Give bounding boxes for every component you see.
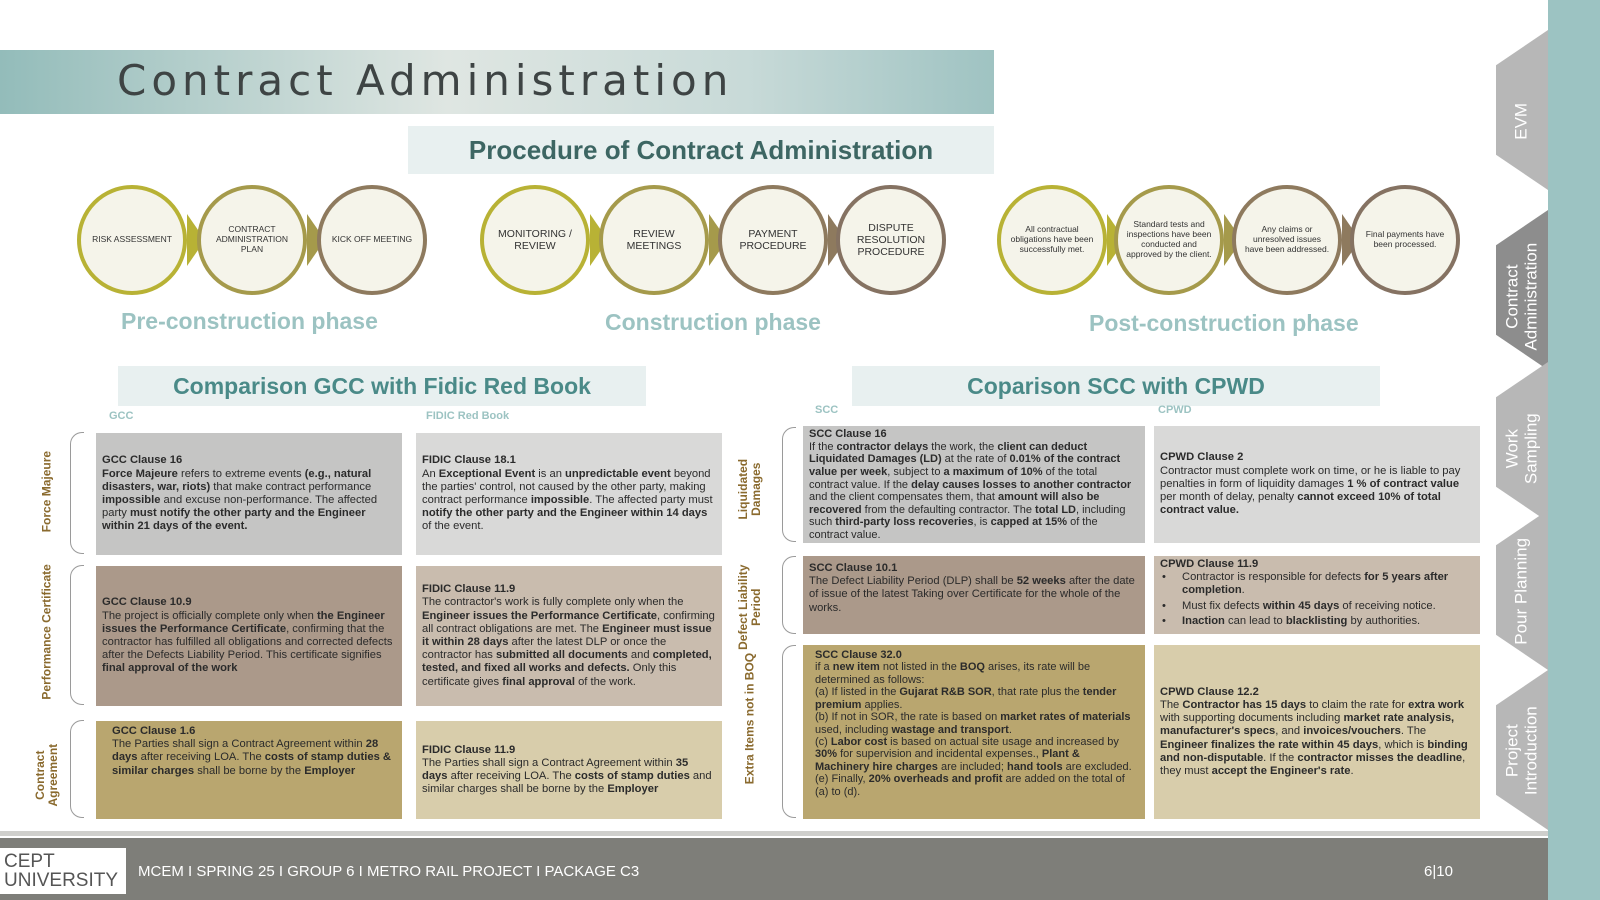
card-cpwd-clause-2 <box>1154 426 1480 543</box>
card-cpwd-clause-12-2 <box>1154 645 1480 819</box>
step-tests-inspections: Standard tests and inspections have been conducted and approved by the client. <box>1114 185 1224 295</box>
tab-label-contract-administration[interactable]: Contract Administration <box>1502 242 1540 351</box>
card-gcc-clause-16 <box>96 433 402 555</box>
row-brace <box>70 432 84 554</box>
card-scc-clause-16 <box>803 426 1145 543</box>
page-title: Contract Administration <box>117 56 734 105</box>
logo-bottom: UNIVERSITY <box>4 870 119 891</box>
step-kick-off-meeting: KICK OFF MEETING <box>317 185 427 295</box>
card-body: If the contractor delays the work, the client can deduct Liquidated Damages (LD) at the rate of 0.01% of the contract value per week, subject to a maximum of 10% of the total contract value. If the delay causes losses to another contractor and the client compensates them, that amount will also be recovered from the defaulting contractor. The total LD, including such third-party loss recoveries, is capped at 15% of the contract value. <box>809 440 1132 542</box>
row-brace <box>70 720 84 818</box>
card-scc-clause-32-0 <box>803 645 1145 819</box>
tab-label-project-introduction[interactable]: Project Introduction <box>1502 706 1540 796</box>
phase-label-pre: Pre-construction phase <box>121 308 378 334</box>
step-claims-addressed: Any claims or unresolved issues have been addressed. <box>1232 185 1342 295</box>
bullet-item: • Contractor is responsible for defects for 5 years after completion. <box>1160 571 1474 597</box>
card-body: The project is officially complete only when the Engineer issues the Performance Certificate, confirming that the contractor has fulfilled all obligations and corrected defects after the Defects Liability Period. This certificate signifies final approval of the work <box>102 609 393 675</box>
row-brace <box>782 556 796 634</box>
row-label-contract-agreement: Contract Agreement <box>32 743 60 807</box>
card-title: GCC Clause 10.9 <box>102 596 192 609</box>
bullet-item: • Inaction can lead to blacklisting by authorities. <box>1160 615 1474 628</box>
card-gcc-clause-1-6 <box>96 721 402 819</box>
step-risk-assessment: RISK ASSESSMENT <box>77 185 187 295</box>
card-title: GCC Clause 16 <box>102 454 183 467</box>
row-label-force-majeure: Force Majeure <box>39 450 54 533</box>
step-review-meetings: REVIEW MEETINGS <box>599 185 709 295</box>
bullet-item: • Must fix defects within 45 days of receiving notice. <box>1160 600 1474 613</box>
footer-divider <box>0 831 1548 836</box>
step-dispute-resolution: DISPUTE RESOLUTION PROCEDURE <box>836 185 946 295</box>
card-body: if a new item not listed in the BOQ arises, its rate will be determined as follows: (a) If listed in the Gujarat R&B SOR, that rate plus the tender premium applies. (b) If not in SOR, the rate is based on market rates of materials used, including wastage and transport. (c) Labor cost is based on actual site usage and increased by 30% for supervision and incidental expenses., Plant & Machinery hire charges are included; hand tools are excluded. (e) Finally, 20% overheads and profit are added on the total of (a) to (d). <box>815 661 1132 798</box>
phase-label-post: Post-construction phase <box>1089 310 1359 336</box>
step-monitoring: MONITORING / REVIEW <box>480 185 590 295</box>
row-brace <box>782 427 796 542</box>
card-body: Contractor must complete work on time, or he is liable to pay penalties in form of liquidity damages 1 % of contract value per month of delay, penalty cannot exceed 10% of total contract value. <box>1160 464 1461 517</box>
card-cpwd-clause-11-9 <box>1154 556 1480 634</box>
right-rail <box>1548 0 1600 900</box>
row-label-defect-liability: Defect Liability Period <box>735 564 763 650</box>
row-label-extra-items: Extra Items not in BOQ <box>742 652 757 785</box>
col-label-fidic: FIDIC Red Book <box>426 410 510 422</box>
tab-label-pour-planning[interactable]: Pour Planning <box>1511 537 1531 645</box>
card-fidic-clause-11-9-a <box>416 566 722 706</box>
card-title: FIDIC Clause 11.9 <box>422 583 516 596</box>
card-title: SCC Clause 32.0 <box>815 649 902 661</box>
university-logo <box>0 848 126 894</box>
card-fidic-clause-11-9-b <box>416 721 722 819</box>
procedure-heading: Procedure of Contract Administration <box>408 126 994 174</box>
card-title: CPWD Clause 2 <box>1160 451 1244 464</box>
step-obligations-met: All contractual obligations have been successfully met. <box>997 185 1107 295</box>
footer-text: MCEM I SPRING 25 I GROUP 6 I METRO RAIL PROJECT I PACKAGE C3 <box>138 863 640 880</box>
col-label-gcc: GCC <box>109 410 134 422</box>
col-label-cpwd: CPWD <box>1158 404 1192 416</box>
card-title: SCC Clause 16 <box>809 428 887 440</box>
card-bullet-list <box>1160 571 1474 628</box>
scc-comparison-heading: Coparison SCC with CPWD <box>852 366 1380 406</box>
phase-label-construction: Construction phase <box>605 309 821 335</box>
col-label-scc: SCC <box>815 404 839 416</box>
card-title: FIDIC Clause 11.9 <box>422 743 516 756</box>
page-number: 6|10 <box>1424 863 1453 880</box>
card-body: The Parties shall sign a Contract Agreement within 28 days after receiving LOA. The costs of stamp duties & similar charges shall be borne by the Employer <box>112 738 391 777</box>
card-title: CPWD Clause 12.2 <box>1160 685 1259 698</box>
card-body: The Defect Liability Period (DLP) shall be 52 weeks after the date of issue of the latest Taking over Certificate for the whole of the works. <box>809 575 1135 614</box>
card-gcc-clause-10-9 <box>96 566 402 706</box>
row-brace <box>70 565 84 705</box>
gcc-comparison-heading: Comparison GCC with Fidic Red Book <box>118 366 646 406</box>
step-payment-procedure: PAYMENT PROCEDURE <box>718 185 828 295</box>
card-fidic-clause-18-1 <box>416 433 722 555</box>
card-title: GCC Clause 1.6 <box>112 725 196 737</box>
card-title: SCC Clause 10.1 <box>809 562 898 574</box>
row-label-performance-certificate: Performance Certificate <box>39 564 54 700</box>
tab-label-work-sampling[interactable]: Work Sampling <box>1502 413 1540 485</box>
card-title: CPWD Clause 11.9 <box>1160 558 1259 570</box>
card-body: The contractor's work is fully complete only when the Engineer issues the Performance Certificate, confirming all contract obligations are met. The Engineer must issue it within 28 days after the latest DLP or once the contractor has submitted all documents and completed, tested, and fixed all works and defects. Only this certificate gives final approval of the work. <box>422 596 715 688</box>
row-brace <box>782 645 796 818</box>
card-body: The Contractor has 15 days to claim the rate for extra work with supporting documents including market rate analysis, manufacturer's specs, and invoices/vouchers. The Engineer finalizes the rate within 45 days, which is binding and non-disputable. If the contractor misses the deadline, they must accept the Engineer's rate. <box>1160 698 1468 778</box>
logo-top: CEPT <box>4 851 55 872</box>
row-label-liquidated-damages: Liquidated Damages <box>735 458 763 520</box>
step-final-payments: Final payments have been processed. <box>1350 185 1460 295</box>
card-body: The Parties shall sign a Contract Agreement within 35 days after receiving LOA. The costs of stamp duties and similar charges shall be borne by the Employer <box>422 756 712 796</box>
card-body: Force Majeure refers to extreme events (e.g., natural disasters, war, riots) that make contract performance impossible and excuse non-performance. The affected party must notify the other party and the Engineer within 21 days of the event. <box>102 467 378 533</box>
tab-label-evm[interactable]: EVM <box>1511 102 1531 140</box>
card-scc-clause-10-1 <box>803 556 1145 634</box>
card-body: An Exceptional Event is an unpredictable event beyond the parties' control, not caused by the other party, making contract performance impossible. The affected party must notify the other party and the Engineer within 14 days of the event. <box>422 467 713 533</box>
card-title: FIDIC Clause 18.1 <box>422 454 516 467</box>
step-contract-admin-plan: CONTRACT ADMINISTRATION PLAN <box>197 185 307 295</box>
